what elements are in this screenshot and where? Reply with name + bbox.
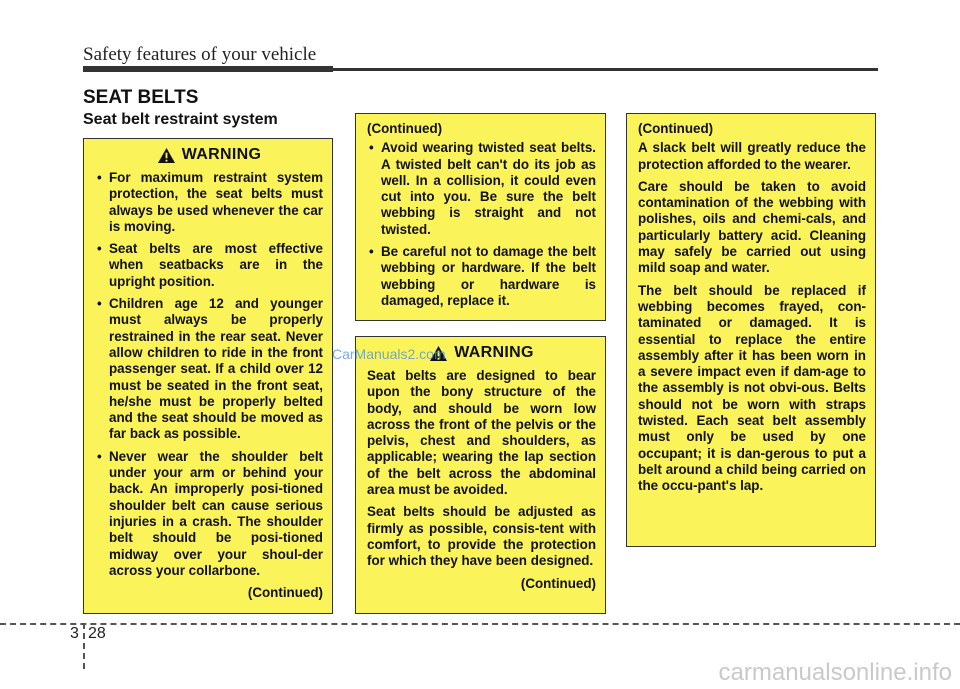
site-watermark: carmanualsonline.info: [718, 659, 952, 686]
warning-paragraph: Seat belts should be adjusted as firmly as possible, consis-tent with comfort, to provide the protection for which they have been designed.: [367, 504, 596, 569]
list-item: • Avoid wearing twisted seat belts. A twisted belt can't do its job as well. In a collision, it could even cut into you. Be sure the belt webbing is straight and not twisted.: [367, 140, 596, 238]
warning-paragraph: Care should be taken to avoid contamination of the webbing with polishes, oils and chemi-cals, and particularly battery acid. Cleaning may safely be carried out using mild soap and water.: [638, 178, 866, 276]
continued-label: (Continued): [367, 121, 443, 136]
warning-label: WARNING: [454, 344, 534, 362]
continued-box-4: [626, 113, 876, 547]
footer-rule: [0, 623, 960, 625]
warning-paragraph: The belt should be replaced if webbing becomes frayed, con-taminated or damaged. It is essential to replace the entire assembly after it has been worn in a severe impact even if dam-age to the assembly is not obvi-ous. Belts should not be worn with straps twisted. Each seat belt assembly must only be used by one occupant; it is dan-gerous to put a belt around a child being carried on the occu-pant's lap.: [638, 282, 866, 494]
subsection-title: Seat belt restraint system: [83, 111, 278, 128]
warning-box-1: [83, 138, 333, 614]
continued-label: (Continued): [520, 575, 596, 591]
warning-list: [95, 170, 323, 579]
warning-paragraph: Seat belts are designed to bear upon the bony structure of the body, and should be worn low across the front of the pelvis or the pelvis, chest and shoulders, as applicable; wearing the lap section of the belt across the abdominal area must be avoided.: [367, 368, 596, 498]
list-item: • Be careful not to damage the belt webbing or hardware. If the belt webbing or hardware is damaged, replace it.: [367, 244, 596, 309]
page-number: 28: [88, 625, 106, 642]
continued-label: (Continued): [247, 585, 323, 601]
warning-label: WARNING: [181, 146, 262, 164]
continued-label: (Continued): [638, 121, 714, 136]
warning-triangle-icon: [157, 147, 176, 164]
header-title: Safety features of your vehicle: [83, 44, 317, 65]
list-item: • For maximum restraint system protection, the seat belts must always be used whenever the car is moving.: [95, 170, 323, 235]
list-item: • Children age 12 and younger must always be properly restrained in the rear seat. Never allow children to ride in the front passenger seat. If a child over 12 must be seated in the front seat, he/she must be properly belted and the seat should be moved as far back as possible.: [95, 296, 323, 443]
list-item: • Seat belts are most effective when seatbacks are in the upright position.: [95, 241, 323, 290]
continued-box-2: [355, 113, 606, 321]
warning-box-3: [355, 336, 606, 614]
header-rule: [83, 68, 878, 71]
list-item: • Never wear the shoulder belt under your arm or behind your back. An improperly posi-tioned shoulder belt can cause serious injuries in a crash. The shoulder belt should be posi-tioned midway over your shoul-der across your collarbone.: [95, 449, 323, 579]
page-chapter-number: 3: [70, 625, 79, 642]
watermark: CarManuals2.com: [332, 346, 446, 362]
warning-paragraph: A slack belt will greatly reduce the protection afforded to the wearer.: [638, 140, 866, 172]
warning-heading: [95, 147, 323, 164]
warning-list: [367, 140, 596, 309]
section-title: SEAT BELTS: [83, 87, 199, 108]
footer-vertical-rule: [83, 623, 85, 669]
